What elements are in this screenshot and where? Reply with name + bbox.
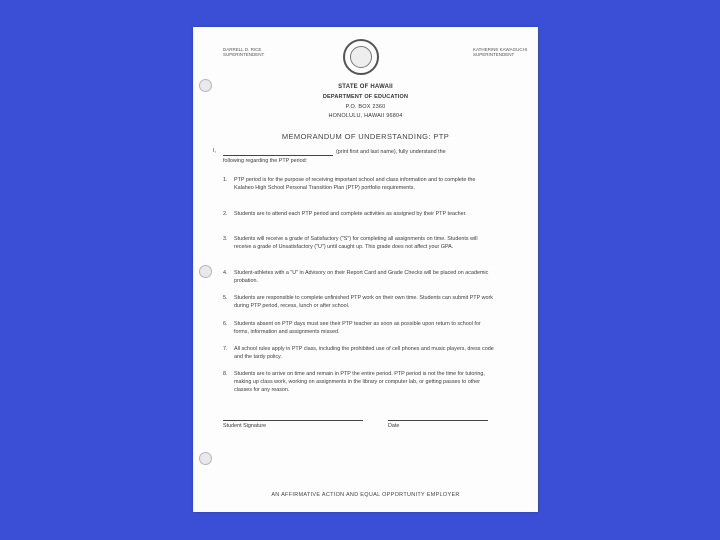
- left-letterhead-text: DARRELL D. RICE SUPERINTENDENT: [223, 47, 265, 57]
- name-line: [223, 155, 333, 156]
- student-signature-label: Student Signature: [223, 423, 267, 429]
- item-number: 7.: [223, 346, 228, 352]
- state-name: STATE OF HAWAII: [338, 84, 393, 90]
- item-number: 8.: [223, 371, 228, 377]
- intro-first-letter: I,: [213, 148, 216, 154]
- date-label: Date: [388, 423, 400, 429]
- item-number: 4.: [223, 270, 228, 276]
- list-item: Students are to attend each PTP period and complete activities as assigned by their PTP teacher.: [234, 211, 467, 217]
- memo-document: [193, 27, 538, 512]
- list-item: Students absent on PTP days must see their PTP teacher as soon as possible upon return to school for forms, information and assignments missed.: [234, 321, 481, 335]
- item-number: 1.: [223, 177, 228, 183]
- list-item: Students are to arrive on time and remain in PTP the entire period. PTP period is not the time for tutoring, making up class work, working on assignments in the library or computer lab, or getting passes to other classes for any reason.: [234, 371, 485, 393]
- footer-employer-statement: AN AFFIRMATIVE ACTION AND EQUAL OPPORTUNITY EMPLOYER: [271, 492, 460, 498]
- name-hint: (print first and last name), fully understand the: [336, 149, 446, 155]
- department-name: DEPARTMENT OF EDUCATION: [322, 94, 409, 100]
- list-item: Students are responsible to complete unfinished PTP work on their own time. Students can submit PTP work during PTP period, recess, lunch or after school.: [234, 295, 493, 309]
- list-item: Students will receive a grade of Satisfactory ("S") for completing all assignments on time. Students will receive a grade of Unsatisfactory ("U") until caught up. This grade does not affect your GPA.: [234, 236, 478, 250]
- item-number: 2.: [223, 211, 228, 217]
- date-line: [388, 420, 488, 421]
- city-address: HONOLULU, HAWAII 96804: [328, 113, 403, 119]
- memo-title: MEMORANDUM OF UNDERSTANDING: PTP: [281, 132, 450, 141]
- right-letterhead-text: KATHERINE KAWAGUCHI SUPERINTENDENT: [473, 47, 528, 57]
- punch-hole-middle: [199, 265, 212, 278]
- intro-continuation: following regarding the PTP period:: [223, 158, 308, 164]
- item-number: 6.: [223, 321, 228, 327]
- list-item: PTP period is for the purpose of receiving important school and class information and to complete the Kalaheo High School Personal Transition Plan (PTP) portfolio requirements.: [234, 177, 476, 191]
- punch-hole-bottom: [199, 452, 212, 465]
- student-signature-line: [223, 420, 363, 421]
- list-item: All school rules apply in PTP class, including the prohibited use of cell phones and music players, dress code and the tardy policy.: [234, 346, 494, 360]
- item-number: 3.: [223, 236, 228, 242]
- po-box: P.O. BOX 2360: [345, 104, 386, 110]
- item-number: 5.: [223, 295, 228, 301]
- state-seal-icon: [343, 39, 379, 75]
- list-item: Student-athletes with a "U" in Advisory on their Report Card and Grade Checks will be placed on academic probation.: [234, 270, 489, 284]
